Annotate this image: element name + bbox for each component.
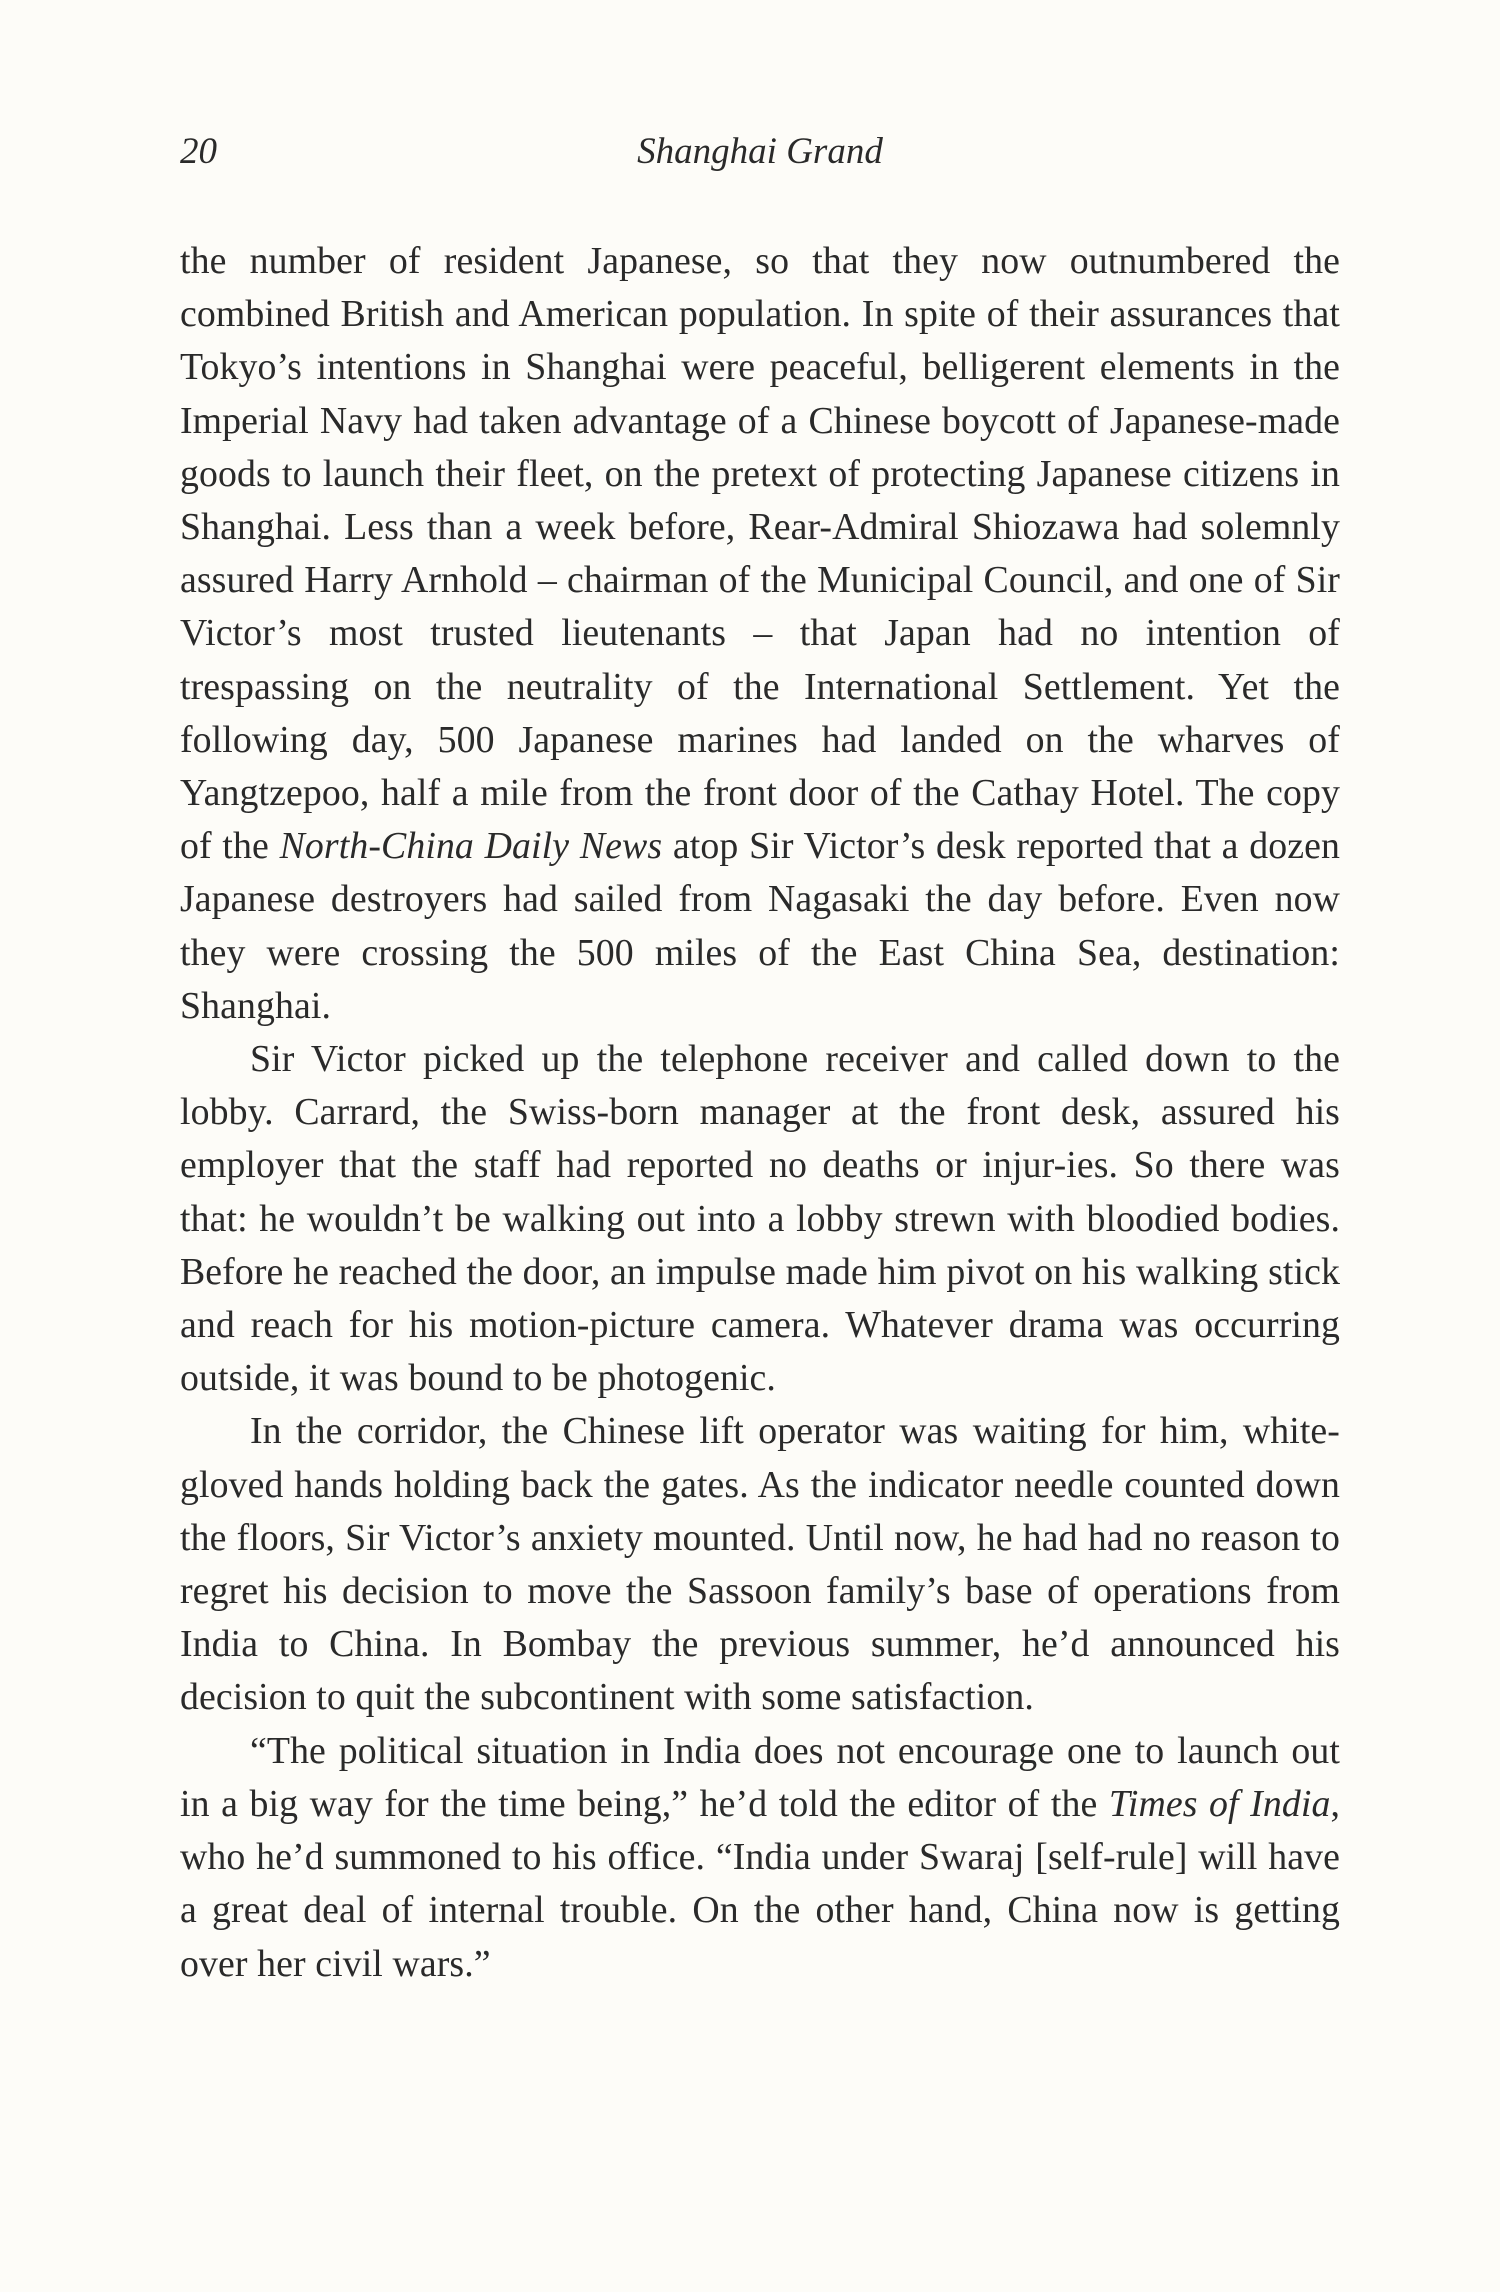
paragraph-4-text-a: “The political situation in India does not encourage one to launch out in a big way for the time being,” he’d told the editor of the <box>180 1729 1340 1825</box>
running-title: Shanghai Grand <box>637 131 883 172</box>
paragraph-4 <box>180 1725 1340 1991</box>
newspaper-title: North-China Daily News <box>279 825 663 868</box>
body-text <box>180 235 1340 1991</box>
page-number: 20 <box>180 131 217 172</box>
paragraph-2: Sir Victor picked up the telephone receiver and called down to the lobby. Carrard, the Swiss-born manager at the front desk, assured his employer that the staff had reported no deaths or injur-ies. So there was that: he wouldn’t be walking out into a lobby strewn with bloodied bodies. Before he reached the door, an impulse made him pivot on his walking stick and reach for his motion-picture camera. Whatever drama was occurring outside, it was bound to be photogenic. <box>180 1038 1340 1400</box>
paragraph-1 <box>180 235 1340 1033</box>
paragraph-1-text-a: the number of resident Japanese, so that they now outnumbered the combined British and American population. In spite of their assurances that Tokyo’s intentions in Shanghai were peaceful, belligerent elements in the Imperial Navy had taken advantage of a Chinese boycott of Japanese-made goods to launch their fleet, on the pretext of protecting Japanese citizens in Shanghai. Less than a week before, Rear-Admiral Shiozawa had solemnly assured Harry Arnhold – chairman of the Municipal Council, and one of Sir Victor’s most trusted lieutenants – that Japan had no intention of trespassing on the neutrality of the International Settlement. Yet the following day, 500 Japanese marines had landed on the wharves of Yangtzepoo, half a mile from the front door of the Cathay Hotel. The copy of the <box>180 240 1340 868</box>
newspaper-title: Times of India <box>1108 1782 1331 1825</box>
page-header <box>180 130 1340 190</box>
paragraph-1-text-b: atop Sir Victor’s desk reported that a dozen Japanese destroyers had sailed from Nagasaki the day before. Even now they were crossing the 500 miles of the East China Sea, destination: Shanghai. <box>180 825 1340 1027</box>
paragraph-4-text-b: , who he’d summoned to his office. “India under Swaraj [self-rule] will have a great deal of internal trouble. On the other hand, China now is getting over her civil wars.” <box>180 1782 1341 1985</box>
paragraph-3: In the corridor, the Chinese lift operator was waiting for him, white-gloved hands holding back the gates. As the indicator needle counted down the floors, Sir Victor’s anxiety mounted. Until now, he had had no reason to regret his decision to move the Sassoon family’s base of operations from India to China. In Bombay the previous summer, he’d announced his decision to quit the subcontinent with some satisfaction. <box>180 1410 1340 1719</box>
